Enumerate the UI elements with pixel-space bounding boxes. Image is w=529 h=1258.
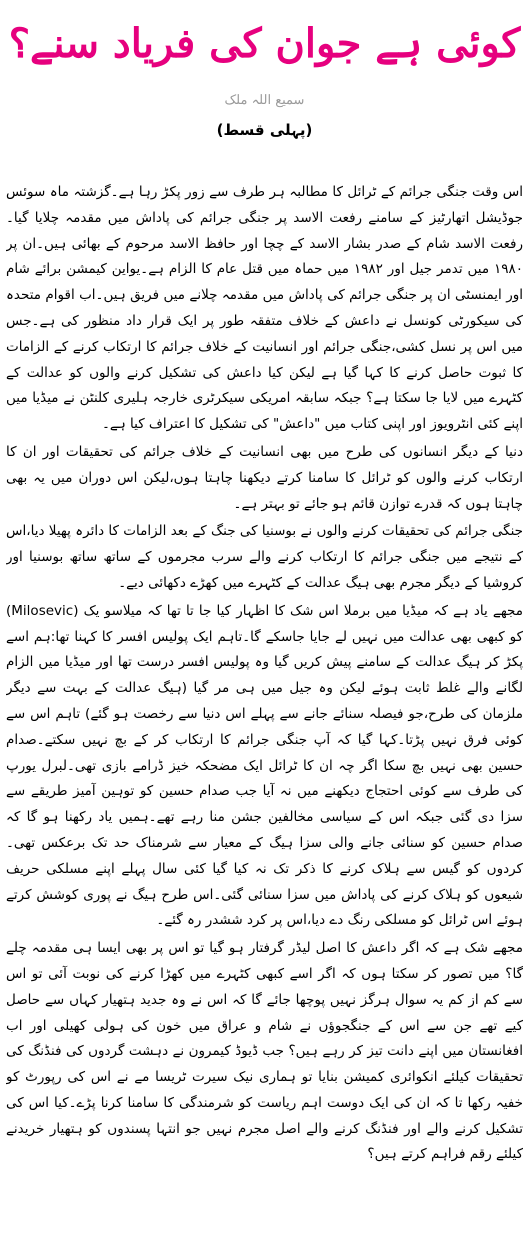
article-title: کوئی ہے جوان کی فریاد سنے؟	[8, 20, 521, 67]
installment-label: (پہلی قسط)	[216, 121, 313, 139]
paragraph: مجھے یاد ہے کہ میڈیا میں برملا اس شک کا اظہار کیا جا تا تھا کہ میلاسو یک (Milosevic) کو کبھی بھی عدالت میں نہیں لے جایا جاسکے گا۔تاہم ایک پولیس افسر کا کہنا تھا:ہم اسے پکڑ کر ہیگ عدالت کے سامنے پیش کریں گیا وہ پولیس افسر درست تھا اور میڈیا میں الزام لگانے والے غلط ثابت ہوئے لیکن وہ جیل میں ہی مر گیا (ہیگ عدالت کے بہت سے دیگر ملزمان کی طرح،جو فیصلہ سنائے جانے سے پہلے اس دنیا سے رخصت ہو گئے) تاہم اس سے کوئی فرق نہیں پڑتا۔کہا گیا کہ آپ جنگی جرائم کا ارتکاب کر کے بچ نہیں سکتے۔صدام حسین بھی نہیں بچ سکا اگر چہ ان کا ٹرائل ایک مضحکہ خیز ڈرامے بازی تھی۔لبرل یورپ کی طرف سے کوئی احتجاج دیکھنے میں نہ آیا جب صدام حسین کو توہین آمیز طریقے سے سزا دی گئی جبکہ اس کے سیاسی مخالفین جشن منا رہے تھے۔ہمیں یاد رکھنا ہو گا کہ صدام حسین کو سنائی جانے والی سزا ہیگ کے معیار سے شرمناک حد تک برعکس تھی۔کردوں کو گیس سے ہلاک کرنے کا ذکر تک نہ کیا گیا کئی سال پہلے اپنے مسلکی حریف شیعوں کو ہلاک کرنے کی پاداش میں سزا سنائی گئی۔اس طرح ہیگ نے پوری کوشش کرتے ہوئے اس ٹرائل کو مسلکی رنگ دے دیا،اس پر کرد ششدر رہ گئے۔	[6, 602, 523, 929]
paragraph: جنگی جرائم کی تحقیقات کرنے والوں نے بوسنیا کی جنگ کے بعد الزامات کا دائرہ پھیلا دیا،اس کے نتیجے میں جنگی جرائم کا ارتکاب کرنے والے سرب مجرموں کے ساتھ ساتھ بوسنیا اور کروشیا کے دیگر مجرم بھی ہیگ عدالت کے کٹہرے میں کھڑے دکھائی دیے۔	[6, 523, 523, 591]
author-byline: سمیع اللہ ملک	[224, 93, 305, 108]
article-body	[6, 180, 523, 1252]
paragraph: اس وقت جنگی جرائم کے ٹرائل کا مطالبہ ہر طرف سے زور پکڑ رہا ہے۔گزشتہ ماہ سوئس جوڈیشل اتھارٹیز کے سامنے رفعت الاسد پر جنگی جرائم کی پاداش میں مقدمہ چلایا گیا۔رفعت الاسد شام کے صدر بشار الاسد کے چچا اور حافظ الاسد مرحوم کے بھائی ہیں۔ان پر ۱۹۸۰ میں تدمر جیل اور ۱۹۸۲ میں حماہ میں قتل عام کا الزام ہے۔یواین کیمشن برائے شام اور ایمنسٹی ان پر جنگی جرائم کی پاداش میں مقدمہ چلانے میں فریق ہیں۔اب اقوام متحدہ کی سیکورٹی کونسل نے داعش کے خلاف متفقہ طور پر ایک قرار داد منظور کی ہے۔جس میں اس پر نسل کشی،جنگی جرائم اور انسانیت کے خلاف جرائم کا ارتکاب کرنے کے الزامات کا ثبوت حاصل کرنے کا کہا گیا ہے لیکن کیا داعش کی تشکیل کرنے والوں کو عدالت کے کٹہرے میں لایا جا سکتا ہے؟ جبکہ سابقہ امریکی سیکرٹری خارجہ ہلیری کلنٹن نے میڈیا میں اپنے کئی انٹرویوز اور اپنی کتاب میں "داعش" کی تشکیل کا اعتراف کیا ہے۔	[6, 184, 523, 433]
paragraph: مجھے شک ہے کہ اگر داعش کا اصل لیڈر گرفتار ہو گیا تو اس پر بھی ایسا ہی مقدمہ چلے گا؟ میں تصور کر سکتا ہوں کہ اگر اسے کبھی کٹہرے میں کھڑا کرنے کی نوبت آئی تو اس سے کم از کم یہ سوال ہرگز نہیں پوچھا جائے گا کہ اس نے وہ جدید ہتھیار کہاں سے حاصل کیے تھے جن سے اس کے جنگجوؤں نے شام و عراق میں خون کی ہولی کھیلی اور اب افغانستان میں اپنے دانت تیز کر رہے ہیں؟ جب ڈیوڈ کیمرون نے دہشت گردوں کی فنڈنگ کی تحقیقات کیلئے انکوائری کمیشن بنایا تو ہماری نیک سیرت ٹریسا مے نے اس کی رپورٹ کو خفیہ رکھا تا کہ ان کی ایک دوست اہم ریاست کو شرمندگی کا سامنا کرنا پڑے۔کیا اس کی تشکیل کرنے والے اور فنڈنگ کرنے والے اصل مجرم نہیں جو انتہا پسندوں کو ہتھیار خریدنے کیلئے رقم فراہم کرتے ہیں؟	[6, 940, 523, 1163]
paragraph: دنیا کے دیگر انسانوں کی طرح میں بھی انسانیت کے خلاف جرائم کی تحقیقات اور ان کا ارتکاب کرنے والوں کو ٹرائل کا سامنا کرتے دیکھنا چاہتا ہوں،لیکن اس دوران میں یہ بھی چاہتا ہوں کہ قدرے توازن قائم ہو جائے تو بہتر ہے۔	[6, 443, 523, 512]
